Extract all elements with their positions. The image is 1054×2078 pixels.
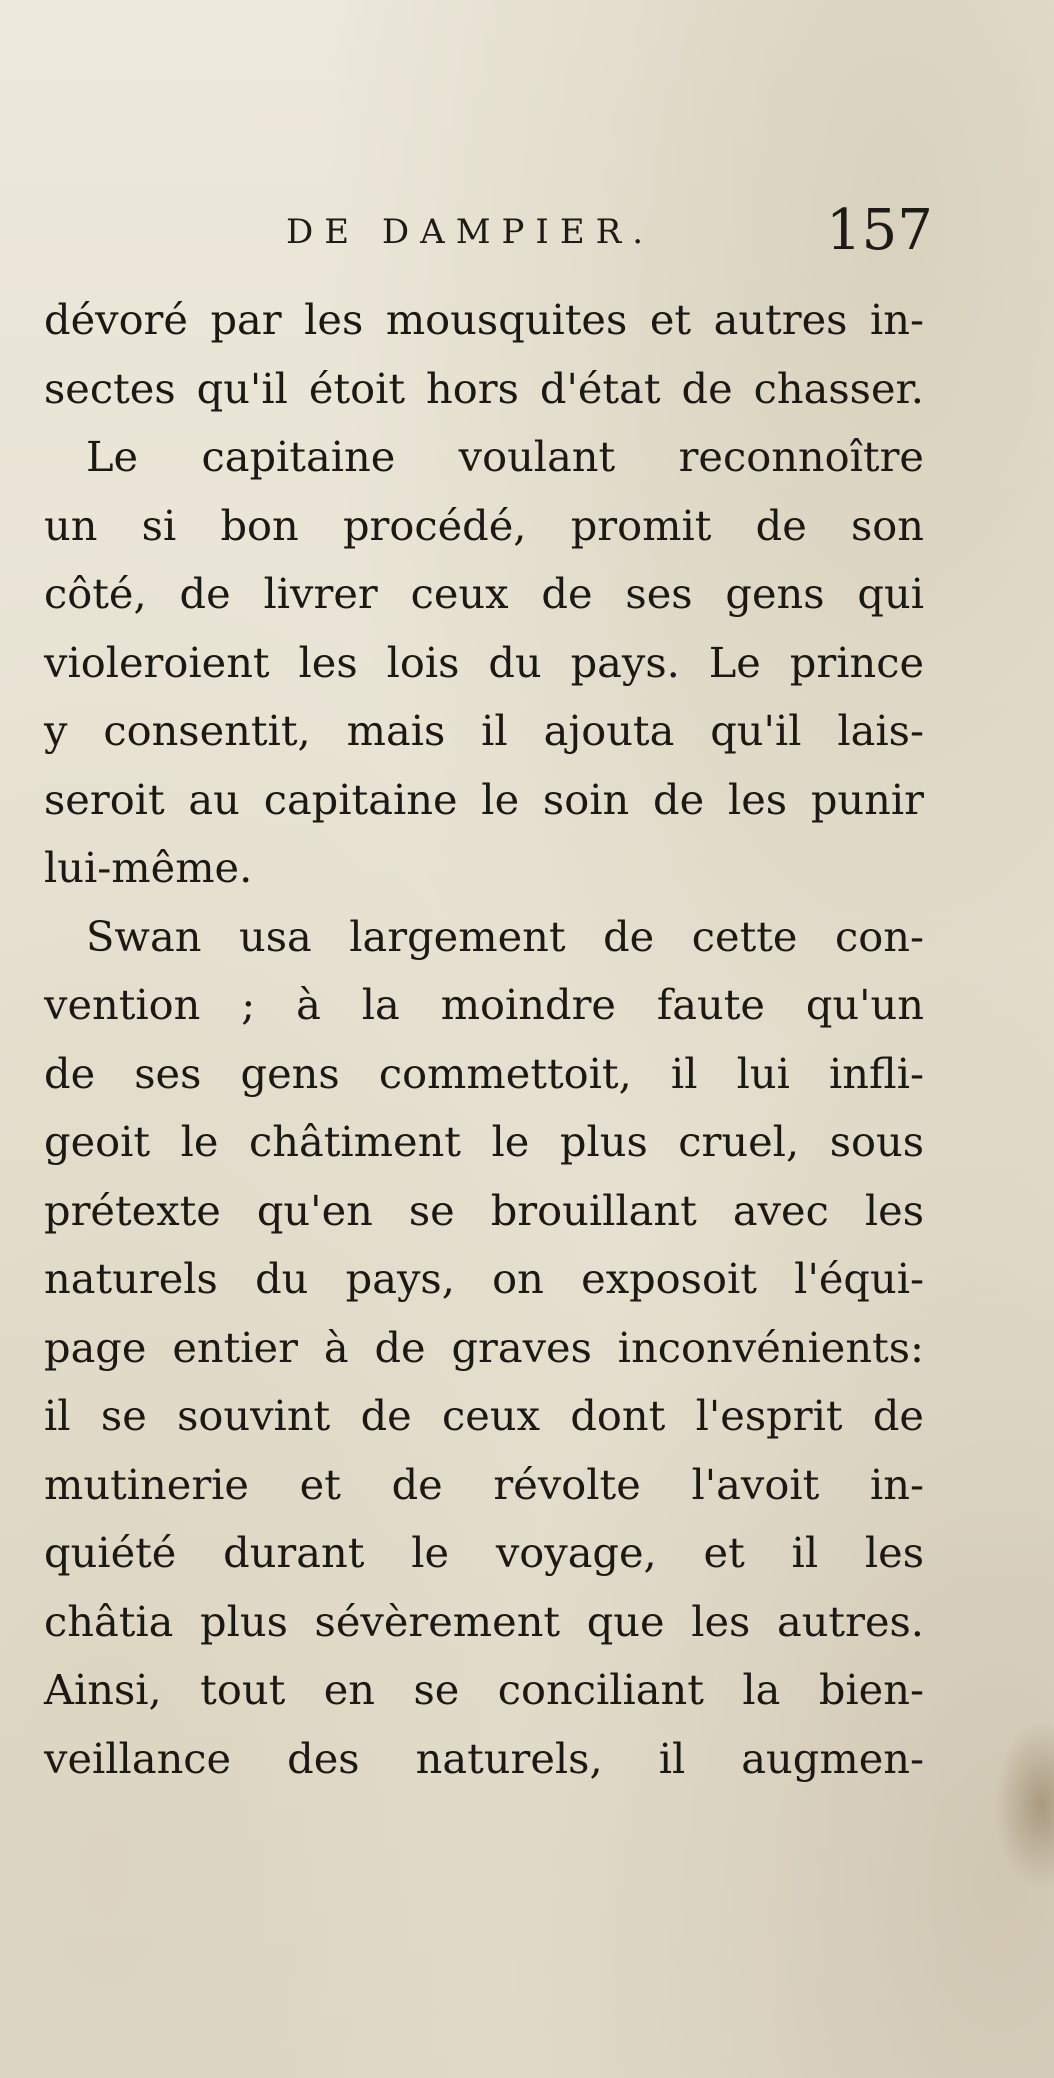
text-line: il se souvint de ceux dont l'esprit de <box>44 1391 924 1440</box>
text-line: mutinerie et de révolte l'avoit in- <box>44 1459 924 1509</box>
text-line: sectes qu'il étoit hors d'état de chasser. <box>44 363 924 413</box>
text-line: Swan usa largement de cette con- <box>86 911 924 961</box>
text-line: un si bon procédé, promit de son <box>44 500 924 550</box>
text-line: quiété durant le voyage, et il les <box>44 1528 924 1577</box>
text-line: de ses gens commettoit, il lui infli- <box>44 1048 924 1098</box>
text-line: page entier à de graves inconvénients: <box>44 1322 924 1372</box>
text-line: veillance des naturels, il augmen- <box>44 1733 924 1783</box>
text-line: naturels du pays, on exposoit l'équi- <box>44 1254 924 1303</box>
text-line: vention ; à la moindre faute qu'un <box>44 980 924 1029</box>
text-line: châtia plus sévèrement que les autres. <box>44 1596 924 1646</box>
page-edge-stain <box>994 1720 1054 1890</box>
text-line: seroit au capitaine le soin de les punir <box>44 774 924 824</box>
text-line: côté, de livrer ceux de ses gens qui <box>44 569 924 618</box>
text-line: y consentit, mais il ajouta qu'il lais- <box>44 706 924 755</box>
page-header <box>0 198 1054 268</box>
text-line: Le capitaine voulant reconnoître <box>86 432 924 481</box>
text-line: prétexte qu'en se brouillant avec les <box>44 1185 924 1235</box>
body-text <box>44 286 924 1793</box>
page-number: 157 <box>826 198 933 263</box>
running-head: DE DAMPIER. <box>286 212 655 252</box>
text-line: Ainsi, tout en se conciliant la bien- <box>44 1665 924 1714</box>
text-line: violeroient les lois du pays. Le prince <box>44 637 924 687</box>
text-line: lui-même. <box>44 843 253 892</box>
text-line: geoit le châtiment le plus cruel, sous <box>44 1117 924 1166</box>
text-line: dévoré par les mousquites et autres in- <box>44 295 924 344</box>
